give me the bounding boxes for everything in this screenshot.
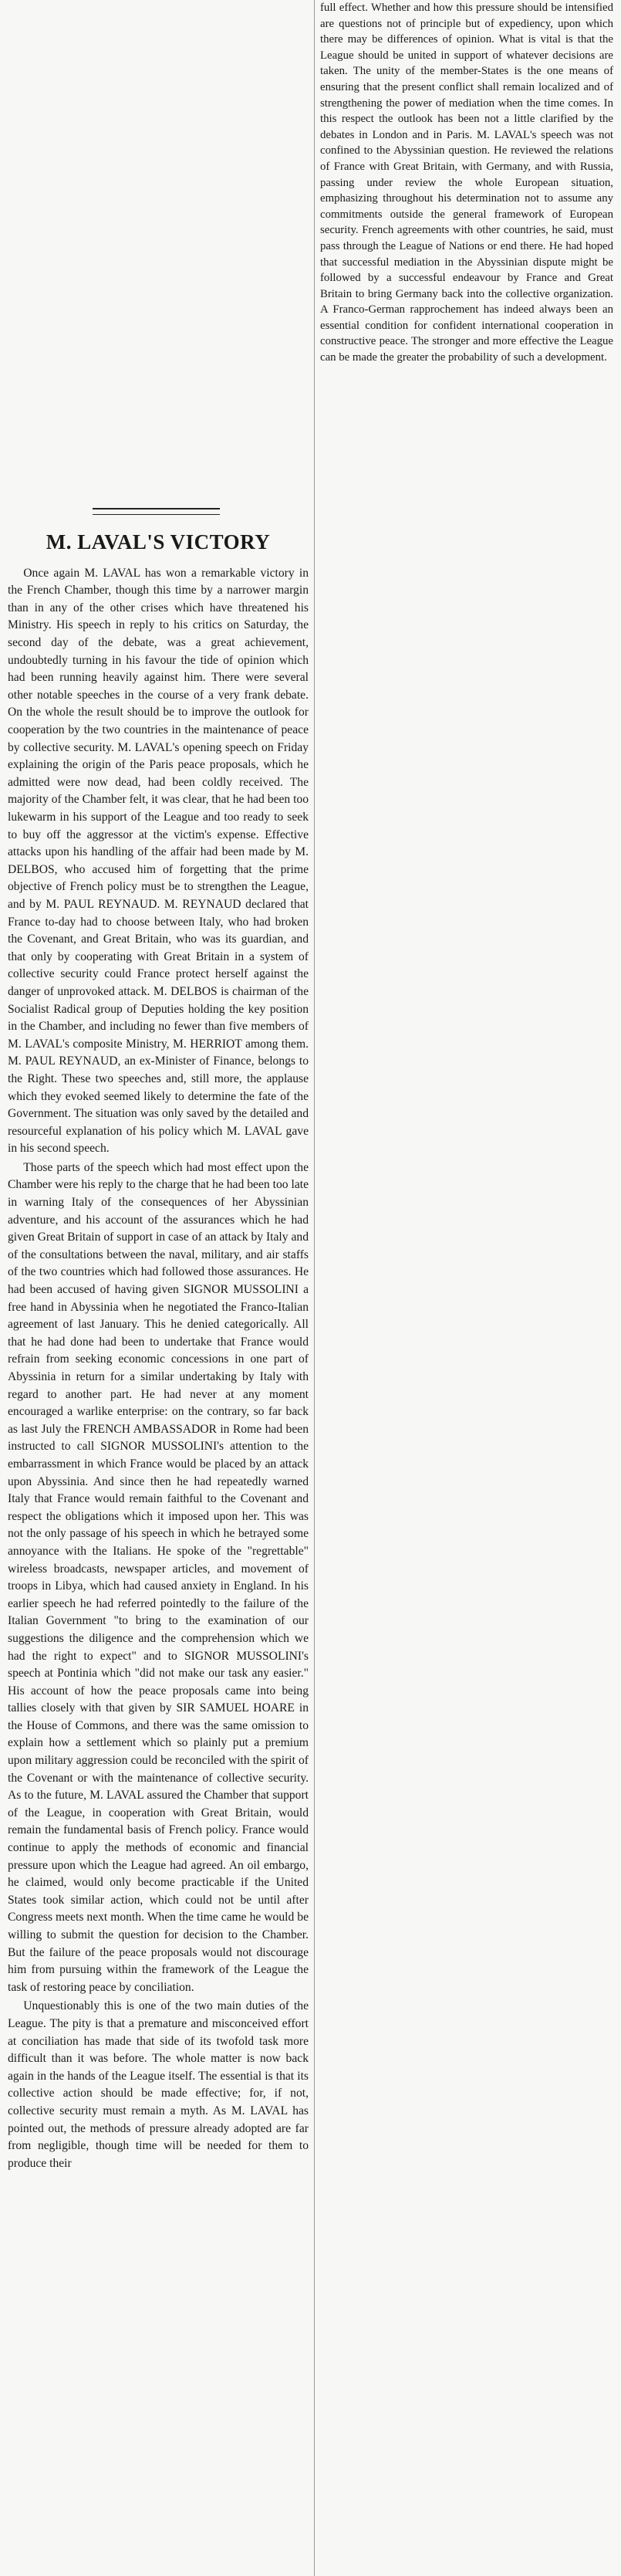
right-column: [320, 0, 613, 366]
paragraph: full effect. Whether and how this pressure should be intensified are questions not of principle but of expediency, upon which there may be differences of opinion. What is vital is that the League should be united in support of whatever decisions are taken. The unity of the member-States is the one means of ensuring that the present conflict shall remain localized and of strengthening the power of mediation when the time comes. In this respect the outlook has been not a little clarified by the debates in London and in Paris. M. LAVAL's speech was not confined to the Abyssinian question. He reviewed the relations of France with Great Britain, with Germany, and with Russia, passing under review the whole European situation, emphasizing throughout his determination not to assume any commitments outside the general framework of European security. French agreements with other countries, he said, must pass through the League of Nations or end there. He had hoped that successful mediation in the Abyssinian dispute might be followed by a successful endeavour by France and Great Britain to bring Germany back into the collective organization. A Franco-German rapprochement has indeed always been an essential condition for confident international cooperation in constructive peace. The stronger and more effective the League can be made the greater the probability of such a development.: [320, 2, 613, 364]
headline-rule: [93, 508, 220, 515]
paragraph: Those parts of the speech which had most effect upon the Chamber were his reply to the charge that he had been too late in warning Italy of the consequences of her Abyssinian adventure, and his account of the assurances which he had given Great Britain of support in case of an attack by Italy and of the consultations between the naval, military, and air staffs of the two countries which had followed those assurances. He had been accused of having given SIGNOR MUSSOLINI a free hand in Abyssinia when he negotiated the Franco-Italian agreement of last January. This he denied categorically. All that he had done had been to undertake that France would refrain from seeking economic concessions in one part of Abyssinia in return for a similar undertaking by Italy with regard to another part. He had never at any moment encouraged a warlike enterprise: on the contrary, so far back as last July the FRENCH AMBASSADOR in Rome had been instructed to call SIGNOR MUSSOLINI's attention to the embarrassment in which France would be placed by an attack upon Abyssinia. And since then he had repeatedly warned Italy that France would remain faithful to the Covenant and respect the obligations which it imposed upon her. This was not the only passage of his speech in which he betrayed some annoyance with the Italians. He spoke of the "regrettable" wireless broadcasts, newspaper articles, and movement of troops in Libya, which had caused anxiety in England. In his earlier speech he had referred pointedly to the failure of the Italian Government "to bring to the examination of our suggestions the diligence and the comprehension which we had the right to expect" and to SIGNOR MUSSOLINI's speech at Pontinia which "did not make our task any easier." His account of how the peace proposals came into being tallies closely with that given by SIR SAMUEL HOARE in the House of Commons, and there was the same omission to explain how a settlement which so plainly put a premium upon military aggression could be reconciled with the spirit of the Covenant or with the maintenance of collective security. As to the future, M. LAVAL assured the Chamber that support of the League, in cooperation with Great Britain, would remain the fundamental basis of French policy. France would continue to apply the methods of economic and financial pressure upon which the League had agreed. An oil embargo, he claimed, would only become practicable if the United States took similar action, which could not be until after Congress meets next month. When the time came he would be willing to submit the question for decision to the Chamber. But the failure of the peace proposals would not discourage him from pursuing within the framework of the League the task of restoring peace by conciliation.: [8, 1160, 309, 1994]
paragraph: Once again M. LAVAL has won a remarkable victory in the French Chamber, though this time by a narrower margin than in any of the other crises which have threatened his Ministry. His speech in reply to his critics on Saturday, the second day of the debate, was a great achievement, undoubtedly turning in his favour the tide of opinion which had been running heavily against him. There were several other notable speeches in the course of a very frank debate. On the whole the result should be to improve the outlook for cooperation by the two countries in the maintenance of peace by collective security. M. LAVAL's opening speech on Friday explaining the origin of the Paris peace proposals, which he admitted were now dead, had been coldly received. The majority of the Chamber felt, it was clear, that he had been too lukewarm in his support of the League and too ready to seek to buy off the aggressor at the victim's expense. Effective attacks upon his handling of the affair had been made by M. DELBOS, who accused him of forgetting that the prime objective of French policy must be to strengthen the League, and by M. PAUL REYNAUD. M. REYNAUD declared that France to-day had to choose between Italy, who had broken the Covenant, and Great Britain, who was its guardian, and that only by cooperating with Great Britain in a system of collective security could France protect herself against the danger of unprovoked attack. M. DELBOS is chairman of the Socialist Radical group of Deputies holding the key position in the Chamber, and including no fewer than five members of M. LAVAL's composite Ministry, M. HERRIOT among them. M. PAUL REYNAUD, an ex-Minister of Finance, belongs to the Right. These two speeches and, still more, the applause which they evoked seemed likely to determine the fate of the Government. The situation was only saved by the detailed and resourceful explanation of his policy which M. LAVAL gave in his second speech.: [8, 566, 309, 1156]
article-headline: M. LAVAL'S VICTORY: [46, 530, 271, 553]
left-column: [8, 531, 309, 2172]
column-divider: [314, 0, 315, 2576]
paragraph: Unquestionably this is one of the two main duties of the League. The pity is that a premature and misconceived effort at conciliation has made that side of its twofold task more difficult than it was before. The whole matter is now back again in the hands of the League itself. The essential is that its collective action should be made effective; for, if not, collective security must remain a myth. As M. LAVAL has pointed out, the methods of pressure already adopted are far from negligible, though time will be needed for them to produce their: [8, 1999, 309, 2170]
